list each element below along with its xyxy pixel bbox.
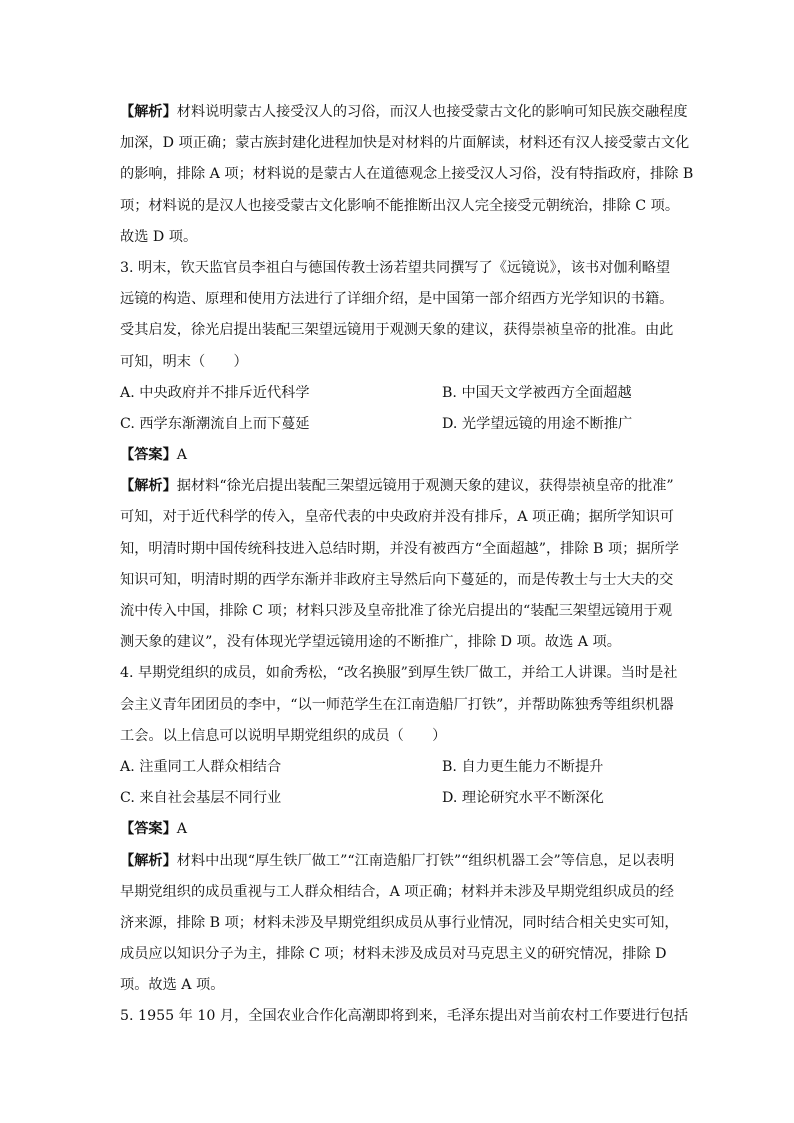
- analysis-tag: 【解析】: [120, 478, 177, 495]
- question-line: 5. 1955 年 10 月，全国农业合作化高潮即将到来，毛泽东提出对当前农村工作要进行包括: [120, 1008, 689, 1025]
- answer-value: A: [176, 821, 188, 838]
- analysis-line: 成员应以知识分子为主，排除 C 项；材料未涉及成员对马克思主义的研究情况，排除 D: [120, 946, 667, 963]
- options-row: [120, 752, 676, 783]
- option-d: D. 光学望远镜的用途不断推广: [442, 415, 633, 432]
- question-line: 受其启发，徐光启提出装配三架望远镜用于观测天象的建议，获得崇祯皇帝的批准。由此: [120, 322, 674, 339]
- answer-value: A: [176, 447, 188, 464]
- analysis-line: 知，明清时期中国传统科技进入总结时期，并没有被西方“全面超越”，排除 B 项；据所学: [120, 540, 679, 557]
- question-line: 工会。以上信息可以说明早期党组织的成员（ ）: [120, 727, 447, 744]
- analysis-text: 据材料“徐光启提出装配三架望远镜用于观测天象的建议，获得崇祯皇帝的批准”: [176, 478, 674, 495]
- option-c: C. 来自社会基层不同行业: [120, 790, 282, 807]
- analysis-tag: 【解析】: [120, 104, 177, 120]
- analysis-line: 测天象的建议”，没有体现光学望远镜用途的不断推广，排除 D 项。故选 A 项。: [120, 634, 621, 651]
- option-d: D. 理论研究水平不断深化: [442, 790, 604, 807]
- question-line: 4. 早期党组织的成员，如俞秀松，“改名换服”到厚生铁厂做工，并给工人讲课。当时是社: [120, 665, 678, 682]
- analysis-line: 济来源，排除 B 项；材料未涉及早期党组织成员从事行业情况，同时结合相关史实可知，: [120, 914, 679, 931]
- analysis-line: [120, 97, 688, 128]
- analysis-line: 知识可知，明清时期的西学东渐并非政府主导然后向下蔓延的，而是传教士与士大夫的交: [120, 571, 674, 588]
- option-b: B. 中国天文学被西方全面超越: [442, 384, 632, 401]
- analysis-tag: 【解析】: [120, 852, 177, 869]
- options-row: [120, 378, 676, 409]
- analysis-line: 项。故选 A 项。: [120, 977, 225, 994]
- analysis-text: 材料中出现“厚生铁厂做工”“江南造船厂打铁”“组织机器工会”等信息，足以表明: [176, 852, 675, 869]
- analysis-line: 加深，D 项正确；蒙古族封建化进程加快是对材料的片面解读，材料还有汉人接受蒙古文化: [120, 135, 690, 152]
- analysis-line: 的影响，排除 A 项；材料说的是蒙古人在道德观念上接受汉人习俗，没有特指政府，排除 B: [120, 166, 694, 183]
- analysis-line: 流中传入中国，排除 C 项；材料只涉及皇帝批准了徐光启提出的“装配三架望远镜用于观: [120, 603, 673, 619]
- analysis-line: 早期党组织的成员重视与工人群众相结合，A 项正确；材料并未涉及早期党组织成员的经: [120, 883, 674, 900]
- analysis-line: 可知，对于近代科学的传入，皇帝代表的中央政府并没有排斥，A 项正确；据所学知识可: [120, 509, 674, 526]
- option-c: C. 西学东渐潮流自上而下蔓延: [120, 415, 310, 432]
- options-row: [120, 783, 676, 814]
- analysis-line: 故选 D 项。: [120, 228, 198, 245]
- option-a: A. 注重同工人群众相结合: [120, 758, 282, 775]
- question-line: 3. 明末，钦天监官员李祖白与德国传教士汤若望共同撰写了《远镜说》，该书对伽利略望: [120, 259, 671, 276]
- question-line: 可知，明末（ ）: [120, 353, 248, 370]
- answer-line: [120, 440, 676, 471]
- analysis-line: [120, 846, 676, 877]
- analysis-line: 项；材料说的是汉人也接受蒙古文化影响不能推断出汉人完全接受元朝统治，排除 C 项。: [120, 197, 680, 214]
- answer-tag: 【答案】: [120, 447, 177, 464]
- option-a: A. 中央政府并不排斥近代科学: [120, 384, 310, 401]
- document-page: [120, 97, 694, 1033]
- analysis-text: 材料说明蒙古人接受汉人的习俗，而汉人也接受蒙古文化的影响可知民族交融程度: [176, 104, 688, 120]
- options-row: [120, 409, 676, 440]
- question-line: 会主义青年团团员的李中，“以一师范学生在江南造船厂打铁”，并帮助陈独秀等组织机器: [120, 696, 674, 713]
- analysis-line: [120, 471, 676, 502]
- answer-line: [120, 814, 676, 845]
- answer-tag: 【答案】: [120, 821, 177, 838]
- option-b: B. 自力更生能力不断提升: [442, 758, 604, 775]
- question-line: 远镜的构造、原理和使用方法进行了详细介绍，是中国第一部介绍西方光学知识的书籍。: [120, 291, 674, 308]
